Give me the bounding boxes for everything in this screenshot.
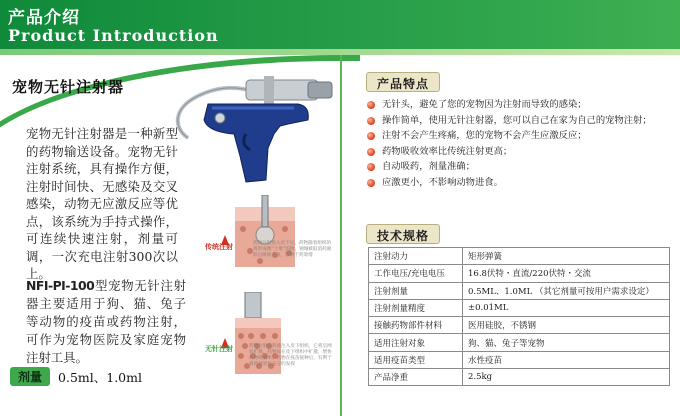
spec-key: 适用疫苗类型: [369, 351, 463, 368]
feature-item: [367, 128, 675, 144]
features-heading: 产品特点: [366, 72, 440, 92]
traditional-note: 药物注射进入皮下后，药物随着组织的将形成像“土堆”的物，钢城被取消药液肌后吸收不良，影响于药效增: [253, 241, 332, 258]
table-row: [369, 369, 670, 386]
feature-item: [367, 97, 675, 113]
spec-key: 注射剂量精度: [369, 299, 463, 316]
specs-heading: 技术规格: [366, 224, 440, 244]
feature-text: 应激更小，不影响动物进食。: [382, 176, 503, 188]
dose-badge: 剂量: [10, 367, 50, 386]
needle-free-injection-diagram: [205, 292, 335, 384]
feature-item: [367, 175, 675, 191]
comparison-traditional: [205, 195, 335, 287]
injector-illustration: [168, 68, 338, 188]
spec-key: 产品净重: [369, 369, 463, 386]
bullet-icon: [367, 179, 375, 187]
spec-value: 2.5kg: [463, 369, 670, 386]
page-divider: [340, 55, 342, 416]
table-row: [369, 265, 670, 282]
feature-item: [367, 144, 675, 160]
spec-key: 接触药物部件材料: [369, 317, 463, 334]
spec-value: 16.8伏特・直流/220伏特・交流: [463, 265, 670, 282]
traditional-label: 传统注射: [205, 243, 233, 251]
needle-free-label: 无针注射: [205, 345, 233, 353]
features-list: [367, 97, 675, 191]
needle-free-note: 药物注射后药液注入皮下组织，它将呈网状扩散，药物如在皮下组织中扩散，增快药物吸收率，药物在疫苗接种后，有利于将药效更好充分的发挥: [249, 344, 332, 367]
spec-value: 0.5ML、1.0ML （其它剂量可按用户需求设定）: [463, 282, 670, 299]
feature-text: 注射不会产生疼痛，您的宠物不会产生应激反应；: [382, 130, 587, 142]
spec-key: 注射剂量: [369, 282, 463, 299]
spec-value: ±0.01ML: [463, 299, 670, 316]
feature-text: 自动吸药，剂量准确；: [382, 161, 475, 173]
table-row: [369, 282, 670, 299]
header-title-en: Product Introduction: [8, 26, 219, 45]
feature-text: 无针头，避免了您的宠物因为注射而导致的感染；: [382, 99, 587, 110]
table-row: [369, 248, 670, 265]
table-row: [369, 299, 670, 316]
bullet-icon: [367, 163, 375, 171]
spec-value: 医用硅胶，不锈钢: [463, 317, 670, 334]
feature-item: [367, 113, 675, 129]
header-band: [0, 0, 680, 49]
header-title-cn: 产品介绍: [8, 8, 80, 28]
spec-key: 注射动力: [369, 248, 463, 265]
table-row: [369, 351, 670, 368]
spec-value: 狗、猫、兔子等宠物: [463, 334, 670, 351]
product-description: 宠物无针注射器是一种新型的药物输送设备。宠物无针注射系统，具有操作方便，注射时间快、无感染及交叉感染，动物无应激反应等优点，该系统为手持式操作，可连续快速注射，剂量可调，一次充电注射300次以上。: [26, 126, 178, 281]
bullet-icon: [367, 101, 375, 109]
model-code: NFI-PI-100: [26, 278, 95, 293]
specs-table: [368, 247, 670, 386]
dose-row: [10, 366, 142, 384]
feature-text: 药物吸收效率比传统注射更高；: [382, 145, 513, 157]
spec-value: 水性疫苗: [463, 351, 670, 368]
bullet-icon: [367, 132, 375, 140]
spec-value: 矩形弹簧: [463, 248, 670, 265]
bullet-icon: [367, 148, 375, 156]
feature-item: [367, 159, 675, 175]
model-description-text: 型宠物无针注射器主要适用于狗、猫、兔子等动物的疫苗或药物注射，可作为宠物医院及家庭宠物注射工具。: [26, 278, 186, 365]
spec-key: 工作电压/充电电压: [369, 265, 463, 282]
product-title: 宠物无针注射器: [12, 78, 125, 96]
table-row: [369, 317, 670, 334]
dose-value: 0.5ml、1.0ml: [58, 369, 142, 385]
feature-text: 操作简单，使用无针注射器，您可以自己在家为自己的宠物注射；: [382, 114, 652, 126]
bullet-icon: [367, 117, 375, 125]
spec-key: 适用注射对象: [369, 334, 463, 351]
comparison-needle-free: [205, 292, 335, 384]
model-description: [26, 277, 186, 367]
table-row: [369, 334, 670, 351]
